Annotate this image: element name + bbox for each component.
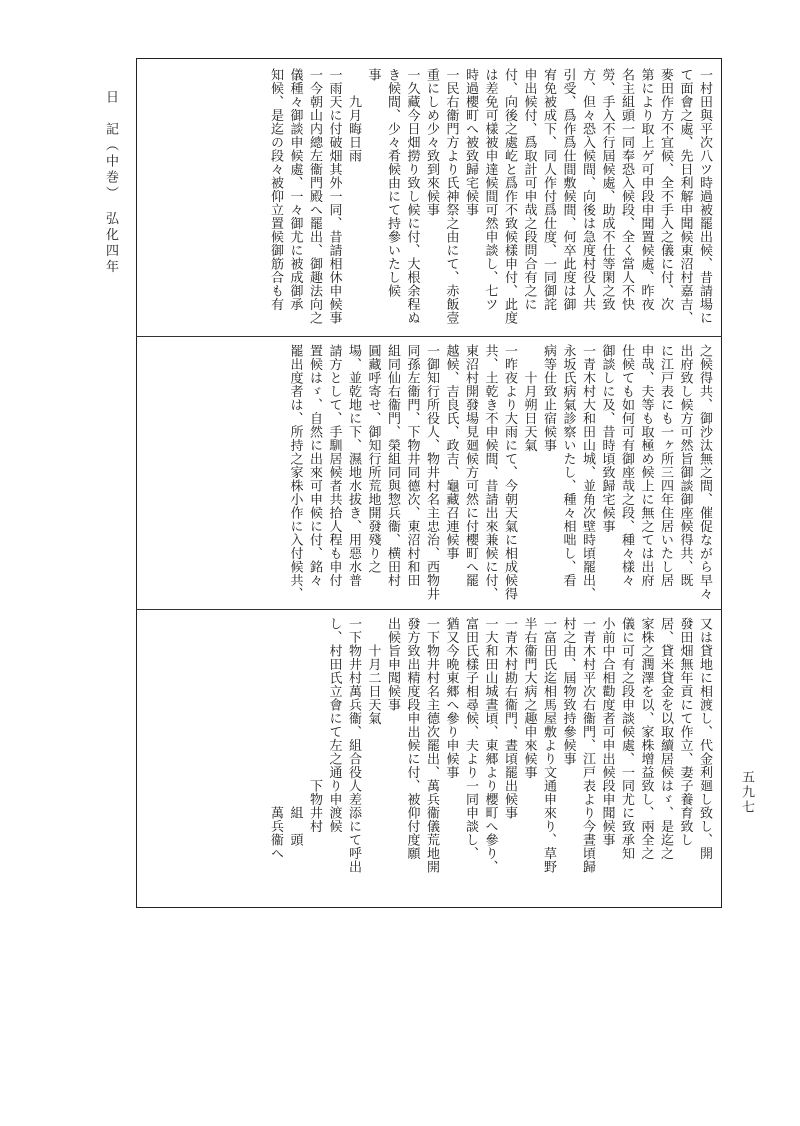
text-line: 一雨天に付破畑其外一同、昔請相休申候事 — [326, 68, 342, 325]
text-line: 宥免被成下、同人作付爲仕度、一同御詫 — [541, 68, 556, 311]
text-line: 同孫左衞門、下物井同德次、東沼村和田 — [404, 344, 420, 587]
text-line: 十月二日天氣 — [365, 617, 381, 725]
text-line: 一下物井村萬兵衞、組合役人差添にて呼出 — [346, 617, 361, 874]
text-line: 勞、手入不行屆候處、助成不仕等閑之致 — [599, 68, 615, 311]
text-line: 半右衞門大病之趣申來候事 — [521, 617, 537, 779]
text-line: 場、並乾地に下、濕地水拔き、用惡水普 — [346, 344, 361, 587]
text-line: き候間、少々肴候由にて持參いたし候 — [385, 68, 400, 298]
text-line: 第により取上ゲ可申段申聞置候處、昨夜 — [638, 68, 654, 311]
page-number: 五九七 — [739, 770, 754, 815]
text-line: 仕候ても如何可有御座哉之段、種々樣々 — [619, 344, 634, 587]
text-line: 永坂氏病氣診察いたし、種々相咄し、看 — [560, 344, 576, 587]
text-line: 名主組頭一同奉恐入候段、全く當人不快 — [619, 68, 634, 311]
section-divider-2 — [136, 609, 722, 610]
text-line: 一今朝山内總左衞門殿へ罷出、御趣法向之 — [307, 68, 322, 325]
text-line: 置候はゞ、自然に出來可申候に付、銘々 — [307, 344, 322, 587]
text-line: 發田畑無年貢にて作立、妻子養育致し — [677, 617, 693, 847]
text-section-middle — [282, 344, 714, 604]
text-line: 出府致し候方可然旨御談御座候得共、既 — [677, 344, 693, 587]
section-divider-1 — [136, 336, 722, 337]
text-line: 申出候付、爲取計可申哉之段問合有之に — [521, 68, 537, 311]
text-line: 發方致出精度段申出候に付、被仰付度願 — [404, 617, 420, 860]
text-line: 小前中合相勸度者可申出候段申聞候事 — [599, 617, 615, 847]
text-line: 請方として、手馴居候者共拾人程も申付 — [326, 344, 342, 587]
signature-line: 下物井村 — [307, 617, 322, 833]
text-line: 一大和田山城晝頃、東郷より櫻町へ參り、 — [482, 617, 498, 874]
text-line: 病等仕致止宿候事 — [541, 344, 556, 452]
text-line: 富田氏樣子相尋候、夫より一同申談し、 — [463, 617, 478, 860]
text-section-top — [250, 68, 714, 330]
text-line: 申哉、夫等も取極め候上に無之ては出府 — [638, 344, 654, 587]
text-line: 一昨夜より大雨にて、今朝天氣に相成候得 — [502, 344, 517, 601]
text-section-bottom — [246, 617, 714, 903]
text-line: 一民右衞門方より氏神祭之由にて、赤飯壹 — [443, 68, 459, 325]
text-line: 儀種々御談申候處、一々御尤に被成御承 — [287, 68, 303, 311]
text-line: 九月晦日雨 — [346, 68, 361, 163]
text-line: 儀に可有之段申談候處、一同尤に致承知 — [619, 617, 634, 860]
text-line: 御談しに及、昔時頃致歸宅候事 — [599, 344, 615, 533]
text-line: し、村田氏立會にて左之通り申渡候 — [326, 617, 342, 833]
text-line: 又は貸地に相渡し、代金利廻し致し、開 — [697, 617, 712, 860]
text-line: 村之由、屆物致持參候事 — [560, 617, 576, 766]
text-line: 越候、吉良氏、政吉、龜藏召連候事 — [443, 344, 459, 560]
text-line: 一下物井村名主德次罷出、萬兵衞儀荒地開 — [424, 617, 439, 874]
page-header: 日 記（中巻） 弘化四年 — [103, 90, 118, 276]
text-line: て面會之處、先日利解申聞候東沼村嘉吉、 — [677, 68, 693, 325]
text-line: 圓藏呼寄せ、御知行所荒地開發殘り之 — [365, 344, 381, 574]
text-line: 一青木村平次右衞門、江戸表より今晝頃歸 — [580, 617, 595, 874]
text-line: は差免可樣被申達候間可然申談し、七ツ — [482, 68, 498, 311]
text-line: 知候、是迄の段々被仰立置候御筋合も有 — [268, 68, 283, 311]
text-line: 十月朔日天氣 — [521, 344, 537, 452]
text-line: 引受、爲作爲仕間敷候間、何卒此度は御 — [560, 68, 576, 311]
text-line: 共、土乾き不申候間、昔請出來兼候に付、 — [482, 344, 498, 601]
text-line: 出候旨申聞候事 — [385, 617, 400, 712]
text-line: 一村田與平次八ツ時過被罷出候、昔請場に — [697, 68, 712, 325]
text-line: 家株之潤澤を以、家株增益致し、兩全之 — [638, 617, 654, 860]
text-line: 事 — [365, 68, 381, 82]
text-line: 方、但々恐入候間、向後は急度村役人共 — [580, 68, 595, 311]
text-line: 一富田氏迄相馬屋敷より文通申來り、草野 — [541, 617, 556, 874]
text-line: 東沼村開發場見廻候方可然に付櫻町へ罷 — [463, 344, 478, 587]
signature-line: 組 頭 — [287, 617, 303, 847]
text-line: 罷出度者は、所持之家株小作に入付候共、 — [287, 344, 303, 601]
text-line: 組同仙右衞門、榮組同與惣兵衞、横田村 — [385, 344, 400, 587]
text-line: 一御知行所役人、物井村名主忠治、西物井 — [424, 344, 439, 601]
text-line: に江戸表にも一ヶ所三四年住居いたし居 — [658, 344, 673, 587]
text-line: 猶又今晩東郷へ參り申候事 — [443, 617, 459, 779]
text-line: 之候得共、御沙汰無之間、催促ながら早々 — [697, 344, 712, 601]
text-line: 時過櫻町へ被致歸宅候事 — [463, 68, 478, 217]
text-line: 一久藏今日畑撈り致し候に付、大根余程ぬ — [404, 68, 420, 325]
text-line: 一青木村勘右衞門、晝頃罷出候事 — [502, 617, 517, 820]
text-line: 重にしめ少々致到來候事 — [424, 68, 439, 217]
text-line: 麥田作方不宜候、全不手入之儀に付、次 — [658, 68, 673, 311]
text-line: 付、向後之處屹と爲作不致候樣申付、此度 — [502, 68, 517, 325]
text-line: 居、貸米貸金を以取續居候はゞ、是迄之 — [658, 617, 673, 860]
text-line: 一青木村大和田山城、並角次壁時頃罷出、 — [580, 344, 595, 601]
signature-line: 萬兵衞へ — [268, 617, 283, 860]
